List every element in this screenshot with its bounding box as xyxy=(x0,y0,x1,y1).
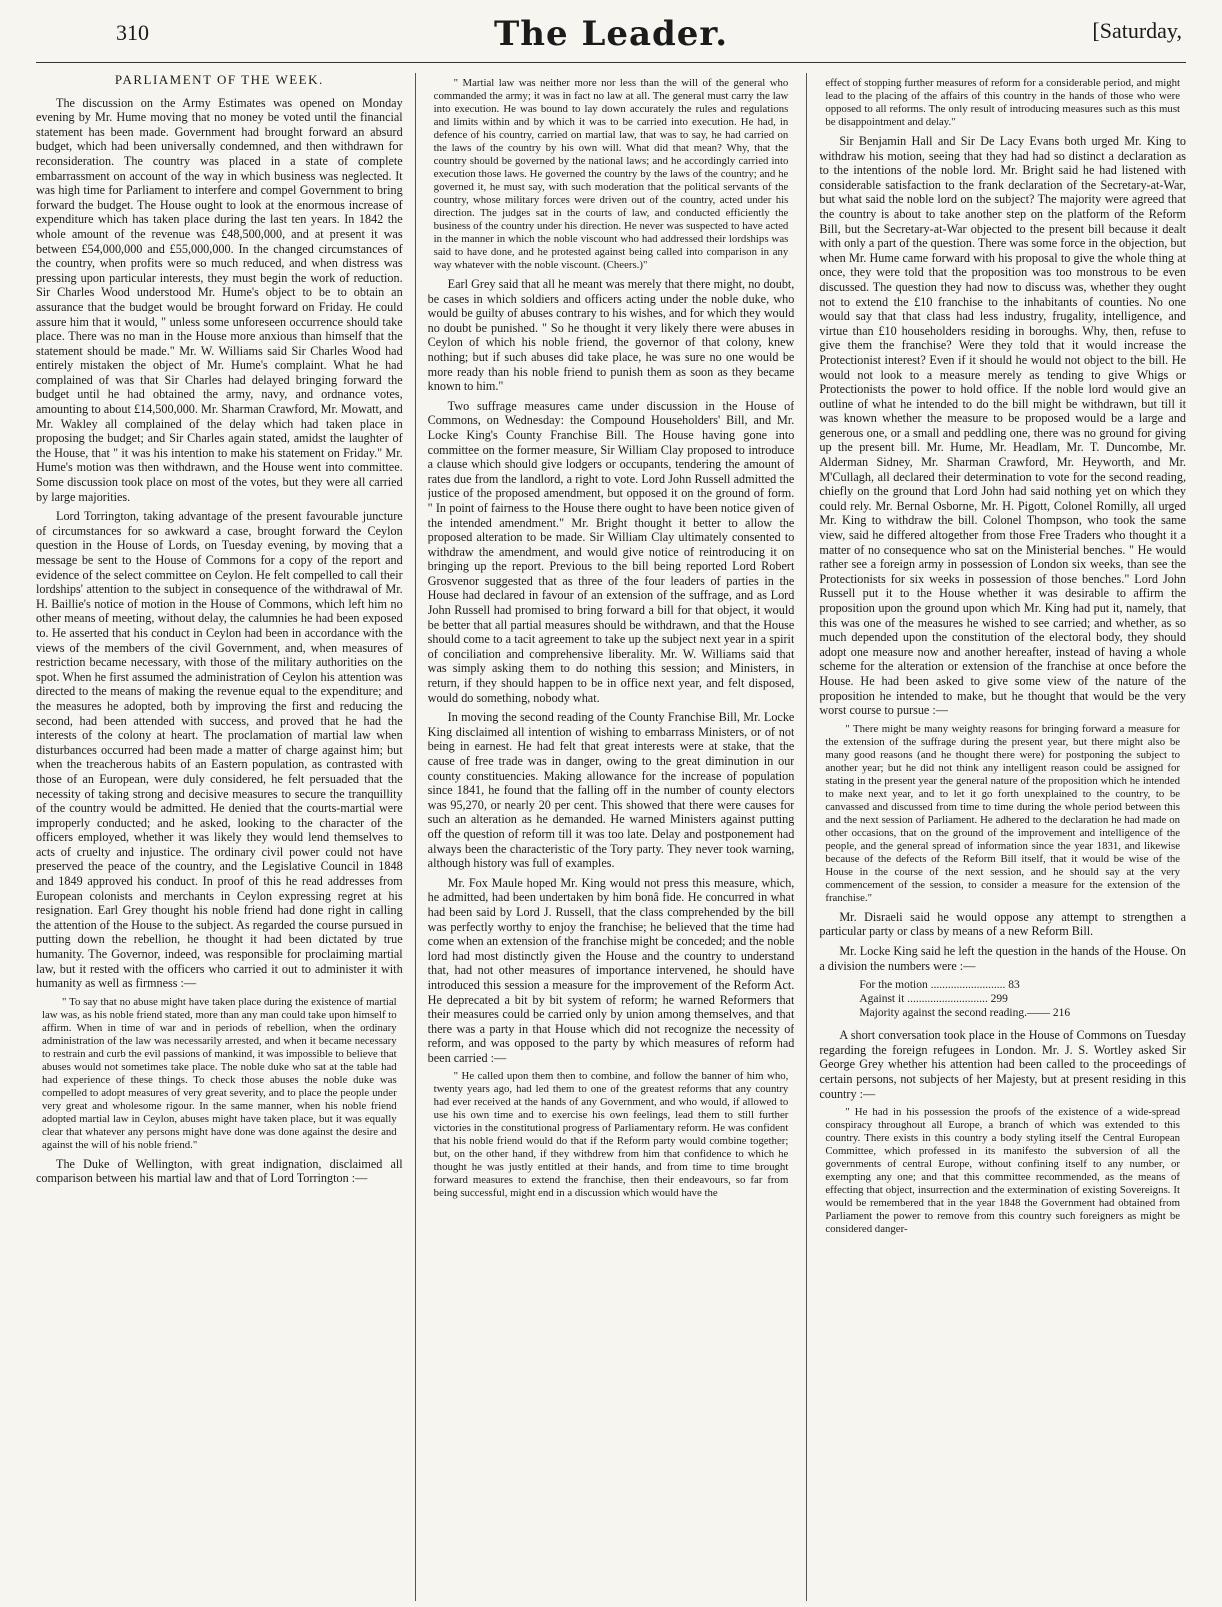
paragraph: In moving the second reading of the County Franchise Bill, Mr. Locke King disclaimed all intention of wishing to embarrass Ministers, or of not being in earnest. He had felt that great interests were at stake, that the cause of free trade was in danger, owing to the great diminution in our county constituencies. Making allowance for the increase of population since 1841, he found that the falling off in the number of county electors was 95,270, or nearly 20 per cent. This showed that there were causes for such an alteration as he demanded. He warned Ministers against putting off the question of reform till it was too late. Delay and postponement had always been the characteristic of the Tory party. They never took warning, although history was full of examples. xyxy=(427,710,795,871)
newspaper-title: The Leader. xyxy=(493,14,729,54)
page-number: 310 xyxy=(116,20,149,45)
column-3 xyxy=(819,73,1186,1601)
paragraph: The Duke of Wellington, with great indignation, disclaimed all comparison between his martial law and that of Lord Torrington :— xyxy=(36,1156,403,1186)
paragraph: Sir Benjamin Hall and Sir De Lacy Evans both urged Mr. King to withdraw his motion, seeing that they had had so distinct a declaration as to the intentions of the noble lord. Mr. Bright said he had listened with considerable satisfaction to the frank declaration of the Secretary-at-War, but what said the noble lord on the subject? The majority were agreed that the country is about to take another step on the platform of the Reform Bill, but the Secretary-at-War objected to the present bill because it dealt with only a part of the question. There was some force in the objection, but when Mr. Hume came forward with his proposal to give the whole thing at once, they were told that the proposition was too monstrous to be even discussed. The question they had now to discuss was, whether they ought not to extend the £10 franchise to the inhabitants of counties. No one would say that that class had less industry, frugality, intelligence, and virtue than £10 householders residing in boroughs. Why, then, refuse to give them the franchise? Were they told that it would increase the Protectionist interest? Even if it should he would not object to the bill. He would not look to a measure merely as tending to give Whigs or Protectionists the power to hold office. If the noble lord would give an outline of what he intended to do the bill might be withdrawn, but till it was known whether the measure to be proposed would be a large and generous one, or a small and peddling one, there was no ground for giving up the present bill. Mr. Hume, Mr. Headlam, Mr. T. Duncombe, Mr. Alderman Sidney, Mr. Sharman Crawford, Mr. Heyworth, and Mr. M'Cullagh, all declared their determination to vote for the second reading, chiefly on the ground that Lord John had said nothing yet on which they could rely. Mr. Bernal Osborne, Mr. H. Pigott, Colonel Romilly, all urged Mr. King to withdraw the bill. Colonel Thompson, who took the same view, said he differed altogether from those Free Traders who thought it a matter of no consequence who sat on the Ministerial benches. " He would rather see a foreign army in possession of London six weeks, than see the Protectionists for six weeks in possession of those benches." Lord John Russell put it to the House whether it was desirable to affirm the proposition upon the ground upon which Mr. King had put it, namely, that this was one of the measures he wished to see carried; and whether, as so much depended upon the constitution of the electoral body, they should adopt one measure now and another hereafter, instead of having a whole scheme for the alteration or extension of the franchise at once before the House. He had been asked to give some view of the nature of the proposition he intended to make, but he thought that would be the very worst course to pursue :— xyxy=(819,134,1187,718)
paragraph: Lord Torrington, taking advantage of the present favourable juncture of circumstances for so awkward a case, brought forward the Ceylon question in the House of Lords, on Tuesday evening, by moving that a message be sent to the House of Commons for a copy of the report and evidence of the select committee on Ceylon. He felt compelled to call their lordships' attention to the subject in consequence of the withdrawal of Mr. H. Baillie's notice of motion in the House of Commons, which left him no other means of meeting, without delay, the calumnies he had been exposed to. He asserted that his conduct in Ceylon had been in accordance with the views of the members of the civil Government, and, when measures of restriction became necessary, with those of the military authorities on the spot. When he first assumed the administration of Ceylon his attention was directed to the means of making the revenue equal to the expenditure; and the measures he adopted, both by improving the first and reducing the second, had been attended with success, and proved that he had the interests of the colony at heart. The proclamation of martial law when disturbances occurred had been made a matter of charge against him; but when the treacherous habits of an Eastern population, as contrasted with those of an European, were duly considered, he felt persuaded that the necessity of taking strong and decisive measures to secure the tranquillity of the country would be admitted. He denied that the courts-martial were improperly conducted; and he asked, looking to the character of the officers employed, whether it was likely they would lend themselves to acts of cruelty and injustice. The ordinary civil power could not have preserved the peace of the country, and the Legislative Council in 1848 and 1849 approved his conduct. In proof of this he read addresses from European colonists and merchants in Ceylon expressing regret at his resignation. Earl Grey thought his noble friend had done right in calling the attention of the House to the subject. As regarded the course pursued in putting down the rebellion, he thought it had been dictated by true humanity. The Governor, indeed, was responsible for proclaiming martial law, but it rested with the officers who carried it out to administer it with humanity as well as firmness :— xyxy=(36,509,403,991)
column-2 xyxy=(428,73,795,1601)
quotation: " To say that no abuse might have taken place during the existence of martial law was, as his noble friend stated, more than any man could take upon himself to affirm. When in time of war and in periods of rebellion, when the ordinary administration of the law was necessarily arrested, and when it became necessary to restrain and curb the evil passions of mankind, it was impossible to believe that abuses would not sometimes take place. The noble duke who sat at the table had had experience of these things. To check those abuses the noble duke was compelled to adopt measures of very great severity, and to place the people under very great and wholesome rigour. In the same manner, when his noble friend adopted martial law in Ceylon, abuses might have taken place, but it was equally clear that whatever any persons might have done was done against the desire and against the will of his noble friend." xyxy=(42,995,397,1151)
paragraph: Mr. Disraeli said he would oppose any attempt to strengthen a particular party or class by means of a new Reform Bill. xyxy=(819,909,1187,939)
paragraph: The discussion on the Army Estimates was opened on Monday evening by Mr. Hume moving that no money be voted until the financial statement has been made. Government had brought forward an absurd budget, which had been universally condemned, and then withdrawn for reconsideration. The country was placed in a state of complete embarrassment on account of the way in which business was neglected. It was high time for Parliament to interfere and compel Government to bring forward the budget. The House ought to look at the enormous increase of expenditure which has taken place during the last ten years. In 1842 the whole amount of the revenue was £48,500,000, and at present it was between £54,000,000 and £55,000,000. In the changed circumstances of the country, when profits were so much reduced, and when distress was pressing upon particular interests, they must begin the work of reduction. Sir Charles Wood understood Mr. Hume's object to be to obtain an assurance that the budget would be brought forward on Friday. He could assure him that it would, " unless some unforeseen occurrence should take place. There was no man in the House more anxious than himself that the statement should be made." Mr. W. Williams said Sir Charles Wood had entirely mistaken the object of Mr. Hume's complaint. What he had complained of was that Sir Charles had delayed bringing forward the budget until he had obtained the army, navy, and ordnance votes, amounting to about £14,500,000. Mr. Sharman Crawford, Mr. Mowatt, and Mr. Wakley all complained of the delay which had taken place in proposing the budget; and Sir Charles again stated, amidst the laughter of the House, that " it was his intention to make his statement on Friday." Mr. Hume's motion was then withdrawn, and the House went into committee. Some discussion took place on most of the votes, but they were all carried by large majorities. xyxy=(36,95,403,504)
article-heading: PARLIAMENT OF THE WEEK. xyxy=(114,73,324,87)
vote-majority: Majority against the second reading.—— 216 xyxy=(859,1007,1071,1020)
vote-against: Against it ............................ 299 xyxy=(859,993,1008,1006)
column-1 xyxy=(36,73,403,1601)
paragraph: A short conversation took place in the House of Commons on Tuesday regarding the foreign refugees in London. Mr. J. S. Wortley asked Sir George Grey whether his attention had been called to the proceedings of certain persons, not subjects of her Majesty, but at present residing in this country :— xyxy=(819,1028,1187,1101)
column-rule xyxy=(806,73,807,1601)
column-rule xyxy=(415,73,416,1601)
paragraph: Mr. Fox Maule hoped Mr. King would not press this measure, which, he admitted, had been undertaken by him bonâ fide. He concurred in what had been said by Lord J. Russell, that the class comprehended by the bill was perfectly worthy to enjoy the franchise; he believed that the time had come when an extension of the franchise might be conceded; and the noble lord had most distinctly given the House and the country to understand that, had not other measures of importance intervened, he should have introduced this session a measure for the improvement of the Reform Act. He deprecated a bit by bit system of reform; he warned Reformers that their measures could be carried only by union among themselves, and that there was a party in that House which did not recognize the necessity of reform, and was opposed to the party by which measures of reform had been carried :— xyxy=(427,875,795,1065)
masthead xyxy=(36,14,1186,63)
paragraph: Two suffrage measures came under discussion in the House of Commons, on Wednesday: the Compound Householders' Bill, and Mr. Locke King's County Franchise Bill. The House having gone into committee on the former measure, Sir William Clay proposed to introduce a clause which should give lodgers or occupants, tendering the amount of rates due from the landlord, a right to vote. Lord John Russell admitted the justice of the proposed amendment, but opposed it on the ground of form. " In point of fairness to the House there ought to have been notice given of the intended amendment." Mr. Bright thought it better to allow the proposed alteration to be made. Sir William Clay ultimately consented to withdraw the amendment, and would give notice of reintroducing it on bringing up the report. Previous to the bill being reported Lord Robert Grosvenor suggested that as three of the four leaders of parties in the House had declared in favour of an extension of the suffrage, and as Lord John Russell had promised to bring forward a bill for that object, it would be better that all partial measures should be withdrawn, and that the House should come to a tacit agreement to take up the subject next year in a spirit of conciliation and comprehensive liberality. Mr. W. Williams said that was simply asking them to do nothing this session; and Ministers, in return, if they should happen to be in office next year, and felt disposed, would do something, nobody what. xyxy=(427,398,795,705)
quotation: " He had in his possession the proofs of the existence of a wide-spread conspiracy throughout all Europe, a branch of which was extended to this country. There exists in this country a body styling itself the Central European Committee, which professed in its manifesto the subversion of all the governments of central Europe, without confining itself to any number, or exempting any one; and that this committee recommended, as the means of effecting that object, insurrection and the extermination of existing Sovereigns. It would be remembered that in the year 1848 the Government had obtained from Parliament the power to remove from this country such foreigners as might be considered danger- xyxy=(825,1106,1181,1236)
paragraph: Mr. Locke King said he left the question in the hands of the House. On a division the numbers were :— xyxy=(819,943,1187,973)
issue-day: [Saturday, xyxy=(1092,18,1182,43)
quotation: effect of stopping further measures of reform for a considerable period, and might lead to the placing of the affairs of this country in the hands of those who were opposed to all reforms. The only result of introducing measures such as this must be disappointment and delay." xyxy=(825,77,1181,128)
vote-for: For the motion .......................... 83 xyxy=(859,979,1020,992)
quotation: " He called upon them then to combine, and follow the banner of him who, twenty years ago, had led them to one of the greatest reforms that any country had ever received at the hands of any Government, and who would, if allowed to use his own time and to exercise his own feelings, lead them to still further victories in the constitutional progress of Parliamentary reform. He was confident that his noble friend would do that if the Reform party would combine together; but, on the other hand, if they withdrew from him that confidence to which he thought he was justly entitled at their hands, and from time to time brought forward measures to extend the franchise, then their endeavours, so far from being successful, might end in a discussion which would have the xyxy=(433,1070,789,1200)
quotation: " Martial law was neither more nor less than the will of the general who commanded the army; it was in fact no law at all. The general must carry the law into execution. He was bound to lay down accurately the rules and regulations and limits within and by which it was to be carried into execution. He had, in defence of his country, carried on martial law, that was to say, he had carried on the laws of the country by his own will. What did that mean? Why, that the country should be governed by the national laws; and he accordingly carried into execution those laws. He governed the country by the laws of the country; and he governed it, he must say, with such moderation that the political servants of the country, whose military forces were driven out of the country, acted under his direction. The judges sat in the courts of law, and conducted efficiently the business of the country under his direction. He never was suspected to have acted in the manner in which the noble viscount who had addressed their lordships was said to have done, and he protested against being called into comparison in any way whatever with the noble viscount. (Cheers.)" xyxy=(433,77,789,271)
paragraph: Earl Grey said that all he meant was merely that there might, no doubt, be cases in which soldiers and officers acting under the noble duke, who would be guilty of abuses contrary to his wishes, and for which they would no doubt be punished. " So he thought it very likely there were abuses in Ceylon of which his noble friend, the governor of that colony, knew nothing; but if such abuses did take place, he was sure no one would be more ready than his noble friend to punish them as soon as they became known to him." xyxy=(427,277,795,394)
article-columns xyxy=(36,73,1186,1601)
quotation: " There might be many weighty reasons for bringing forward a measure for the extension of the suffrage during the present year, but there might also be many good reasons (and he thought there were) for postponing the subject to another year; but he did not think any intelligent reason could be assigned for stating in the present year the general nature of the proposition which he intended to make next year, and to let it go forth unexplained to the country, to be canvassed and discussed from time to time during the whole period between this and the next session of Parliament. He adhered to the declaration he had made on other occasions, that on the ground of the improvement and intelligence of the people, and the general spread of information since the year 1831, and likewise because of the defects of the Reform Bill itself, that it would be wise of the House in the course of the next session, and he should say at the very commencement of the session, to consider a measure for the extension of the franchise." xyxy=(825,722,1181,904)
division-results xyxy=(859,978,1186,1020)
